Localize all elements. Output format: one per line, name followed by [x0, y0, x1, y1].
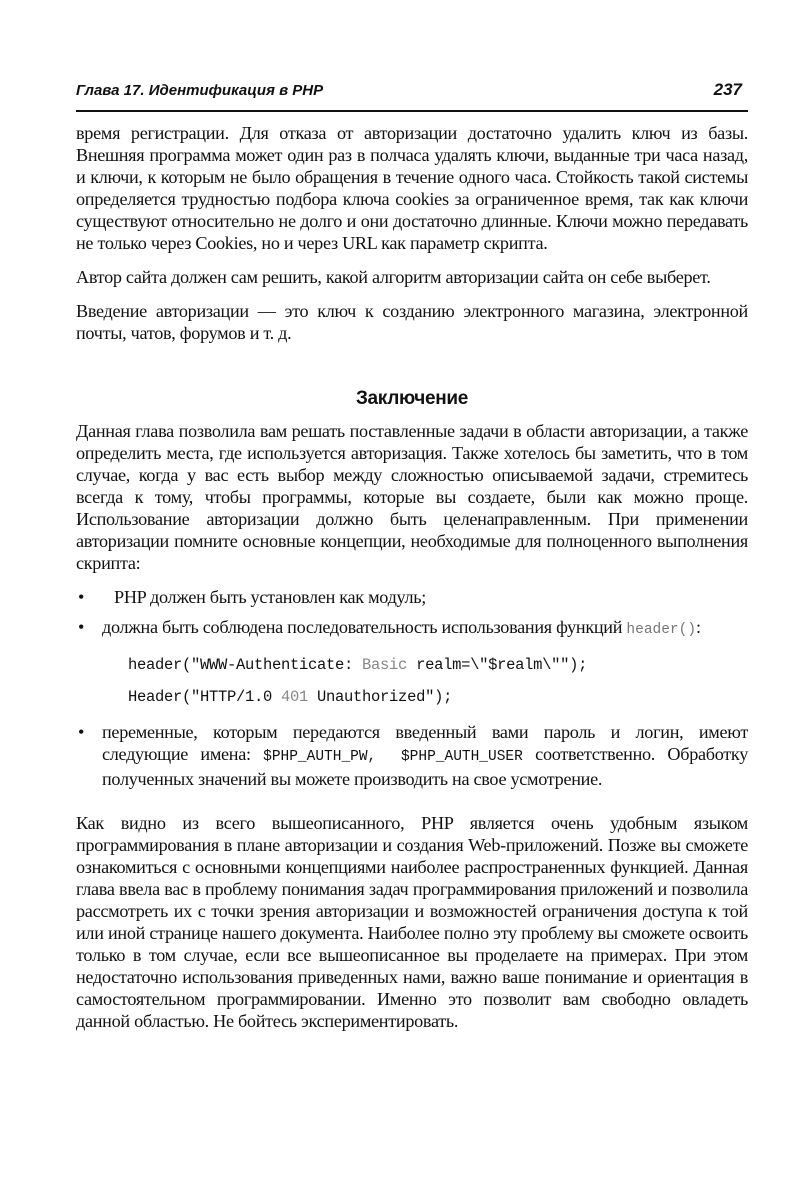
- page-number: 237: [713, 80, 742, 99]
- conclusion-paragraph: Как видно из всего вышеописанного, PHP является очень удобным языком программирования в плане авторизации и создания Web-приложений. Позже вы сможете ознакомиться с основными концепциями наиболее распространенных функцией. Данная глава ввела вас в проблему понимания задач программирования приложений и позволила рассмотреть их с точки зрения авторизации и возможностей ограничения доступа к той или иной странице нашего документа. Наиболее полно эту проблему вы сможете освоить только в том случае, если все вышеописанное вы проделаете на примерах. При этом недостаточно использования приведенных нами, важно ваше понимание и ориентация в самостоятельном программировании. Именно это позволит вам свободно овладеть данной областью. Не бойтесь экспериментировать.: [76, 813, 748, 1031]
- page-body: [76, 122, 748, 1032]
- code-part: header("WWW-Authenticate:: [128, 656, 363, 674]
- code-part: Basic: [362, 656, 408, 674]
- code-part: realm=\"$realm\"");: [407, 656, 588, 674]
- punctuation: :: [696, 617, 701, 637]
- function-name: header(): [626, 622, 697, 638]
- bullet-icon: •: [78, 617, 85, 637]
- book-page: [76, 80, 748, 1032]
- bullet-icon: •: [78, 722, 85, 742]
- chapter-title: Глава 17. Идентификация в PHP: [76, 82, 324, 99]
- list-item-text: соответственно. Обработку полученных значений вы можете производить на свое усмотрение.: [102, 744, 748, 789]
- variable-auth-user: $PHP_AUTH_USER: [400, 749, 523, 765]
- code-part: Header("HTTP/1.0: [128, 688, 282, 706]
- section-intro-paragraph: Данная глава позволила вам решать поставленные задачи в области авторизации, а также определить места, где используется авторизация. Также хотелось бы заметить, что в том случае, когда у вас есть выбор между сложностью описываемой задачи, стремитесь всегда к тому, чтобы программы, которые вы создаете, были как можно проще. Использование авторизации должно быть целенаправленным. При применении авторизации помните основные концепции, необходимые для полноценного выполнения скрипта:: [76, 421, 748, 573]
- list-item-text: переменные, которым передаются введенный вами пароль и логин, имеют следующие имена:: [102, 722, 748, 764]
- list-item: [76, 616, 748, 707]
- list-item: [76, 586, 748, 608]
- list-item-text: PHP должен быть установлен как модуль;: [114, 587, 427, 607]
- code-line-www-authenticate: [128, 655, 748, 675]
- code-line-http-401: [128, 687, 748, 707]
- section-heading: Заключение: [355, 388, 469, 409]
- paragraph-intro-authorization: Введение авторизации — это ключ к созданию электронного магазина, электронной почты, чатов, форумов и т. д.: [76, 301, 748, 343]
- concepts-list: [76, 586, 748, 790]
- code-part: Unauthorized");: [308, 688, 453, 706]
- variable-auth-pw: $PHP_AUTH_PW,: [263, 749, 377, 765]
- paragraph-author-choice: Автор сайта должен сам решить, какой алгоритм авторизации сайта он себе выберет.: [76, 267, 711, 287]
- list-item: [76, 721, 748, 790]
- running-header: [76, 80, 748, 112]
- paragraph-continued: время регистрации. Для отказа от авторизации достаточно удалить ключ из базы. Внешняя программа может один раз в полчаса удалять ключи, выданные три часа назад, и ключи, к которым не было обращения в течение одного часа. Стойкость такой системы определяется трудностью подбора ключа cookies за ограниченное время, так как ключи существуют относительно не долго и они достаточно длинные. Ключи можно передавать не только через Cookies, но и через URL как параметр скрипта.: [76, 123, 748, 253]
- list-item-text: должна быть соблюдена последовательность использования функций: [102, 617, 627, 637]
- bullet-icon: •: [78, 587, 85, 607]
- code-part: 401: [281, 688, 309, 706]
